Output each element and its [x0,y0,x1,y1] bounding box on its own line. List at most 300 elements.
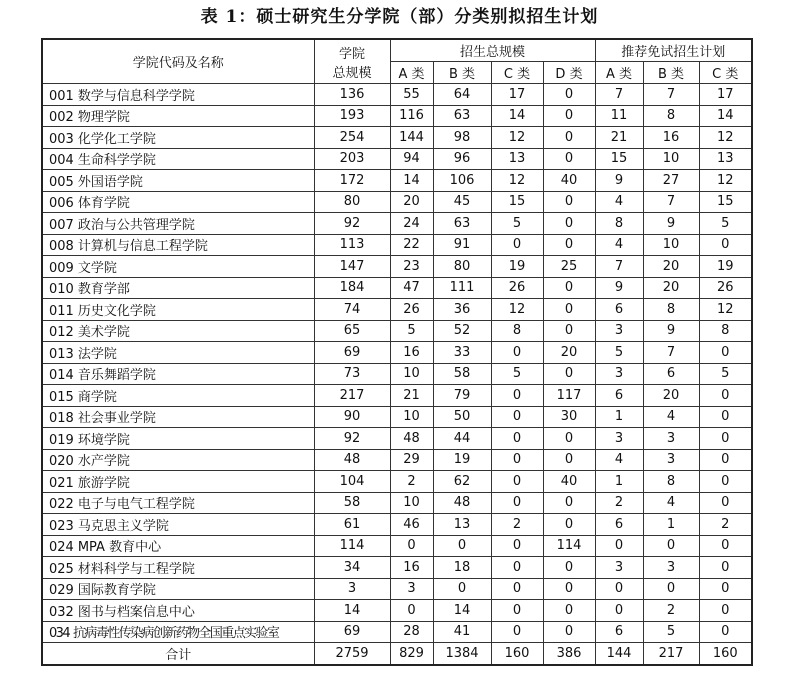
enroll-c-cell: 0 [491,535,543,557]
enroll-b-cell: 79 [433,385,491,407]
enroll-b-cell: 44 [433,428,491,450]
recommend-b-cell: 4 [643,406,699,428]
enroll-a-cell: 29 [390,449,433,471]
enroll-b-cell: 0 [433,535,491,557]
table-row [42,406,752,428]
total-cell: 14 [314,600,390,622]
enroll-b-cell: 63 [433,213,491,235]
recommend-a-cell: 4 [595,191,643,213]
recommend-b-cell: 3 [643,449,699,471]
enroll-c-cell: 0 [491,492,543,514]
college-name: 生命科学学院 [77,153,156,169]
enroll-c-cell: 0 [491,557,543,579]
recommend-a-cell: 6 [595,385,643,407]
college-name-cell [42,406,314,428]
enroll-d-cell: 0 [543,277,595,299]
header-recommend-c: C 类 [699,62,752,84]
total-cell: 48 [314,449,390,471]
enroll-b-cell: 13 [433,514,491,536]
enroll-c-cell: 0 [491,406,543,428]
enroll-a-cell: 10 [390,492,433,514]
college-name: 电子与电气工程学院 [77,497,195,513]
recommend-a-cell: 2 [595,492,643,514]
table-row [42,342,752,364]
enroll-b-cell: 52 [433,320,491,342]
table-row [42,449,752,471]
recommend-b-cell: 6 [643,363,699,385]
college-code: 021 [49,475,74,491]
recommend-b-cell: 20 [643,256,699,278]
college-name: 政治与公共管理学院 [77,217,195,233]
totals-enroll-d-cell: 386 [543,643,595,665]
recommend-b-cell: 10 [643,148,699,170]
recommend-c-cell: 14 [699,105,752,127]
enroll-d-cell: 0 [543,578,595,600]
college-code: 006 [49,196,74,212]
enroll-c-cell: 12 [491,170,543,192]
recommend-c-cell: 15 [699,191,752,213]
recommend-c-cell: 0 [699,234,752,256]
enroll-d-cell: 0 [543,234,595,256]
recommend-b-cell: 2 [643,600,699,622]
enroll-c-cell: 0 [491,449,543,471]
total-cell: 184 [314,277,390,299]
recommend-a-cell: 4 [595,234,643,256]
college-name: 材料科学与工程学院 [77,561,195,577]
college-name: 马克思主义学院 [77,518,169,534]
total-cell: 203 [314,148,390,170]
college-code: 034 [49,626,70,642]
enroll-a-cell: 48 [390,428,433,450]
enroll-d-cell: 0 [543,514,595,536]
enroll-c-cell: 0 [491,578,543,600]
recommend-c-cell: 0 [699,621,752,643]
enroll-c-cell: 2 [491,514,543,536]
table-row [42,600,752,622]
college-code: 009 [49,260,74,276]
recommend-c-cell: 0 [699,557,752,579]
header-total-line1: 学院 [338,46,365,62]
header-total-line2: 总规模 [332,65,372,81]
college-code: 011 [49,303,74,319]
table-row [42,471,752,493]
recommend-a-cell: 6 [595,621,643,643]
enroll-d-cell: 0 [543,600,595,622]
recommend-b-cell: 8 [643,471,699,493]
table-row [42,621,752,643]
enroll-a-cell: 94 [390,148,433,170]
header-enroll-d: D 类 [543,62,595,84]
college-code: 022 [49,497,74,513]
enroll-d-cell: 40 [543,471,595,493]
table-row [42,191,752,213]
recommend-c-cell: 2 [699,514,752,536]
college-name: 教育学部 [77,282,130,298]
enroll-b-cell: 63 [433,105,491,127]
table-row [42,105,752,127]
enroll-d-cell: 0 [543,299,595,321]
college-name-cell [42,557,314,579]
enroll-d-cell: 0 [543,84,595,106]
recommend-a-cell: 0 [595,535,643,557]
recommend-a-cell: 1 [595,406,643,428]
enroll-a-cell: 10 [390,363,433,385]
recommend-a-cell: 7 [595,256,643,278]
enroll-a-cell: 0 [390,535,433,557]
table-row [42,385,752,407]
enroll-a-cell: 21 [390,385,433,407]
enroll-c-cell: 5 [491,213,543,235]
recommend-c-cell: 5 [699,363,752,385]
header-enroll-a: A 类 [390,62,433,84]
table-row [42,84,752,106]
recommend-a-cell: 7 [595,84,643,106]
recommend-a-cell: 3 [595,363,643,385]
enroll-a-cell: 47 [390,277,433,299]
recommend-a-cell: 3 [595,557,643,579]
recommend-b-cell: 8 [643,105,699,127]
college-code: 013 [49,346,74,362]
enroll-b-cell: 111 [433,277,491,299]
recommend-b-cell: 7 [643,191,699,213]
total-cell: 136 [314,84,390,106]
college-name: 物理学院 [77,110,130,126]
college-name-cell [42,535,314,557]
college-code: 025 [49,561,74,577]
college-name-cell [42,277,314,299]
recommend-a-cell: 3 [595,428,643,450]
college-code: 029 [49,583,74,599]
total-cell: 172 [314,170,390,192]
college-name-cell [42,320,314,342]
enroll-c-cell: 0 [491,471,543,493]
enroll-d-cell: 117 [543,385,595,407]
enroll-b-cell: 36 [433,299,491,321]
college-name: 商学院 [77,389,117,405]
table-row [42,492,752,514]
college-code: 015 [49,389,74,405]
enroll-a-cell: 5 [390,320,433,342]
enroll-d-cell: 0 [543,148,595,170]
enroll-b-cell: 45 [433,191,491,213]
recommend-a-cell: 0 [595,600,643,622]
enroll-d-cell: 0 [543,492,595,514]
recommend-a-cell: 5 [595,342,643,364]
enroll-c-cell: 8 [491,320,543,342]
enroll-b-cell: 50 [433,406,491,428]
enroll-c-cell: 14 [491,105,543,127]
recommend-b-cell: 0 [643,578,699,600]
enroll-b-cell: 18 [433,557,491,579]
college-name-cell [42,342,314,364]
college-name: MPA 教育中心 [77,540,162,556]
table-row [42,170,752,192]
college-name: 国际教育学院 [77,583,156,599]
college-name-cell [42,385,314,407]
college-name-cell [42,84,314,106]
enroll-c-cell: 0 [491,342,543,364]
enrollment-plan-table [41,38,753,666]
college-code: 001 [49,88,74,104]
enroll-a-cell: 16 [390,342,433,364]
enroll-a-cell: 26 [390,299,433,321]
college-code: 005 [49,174,74,190]
enroll-b-cell: 58 [433,363,491,385]
recommend-b-cell: 1 [643,514,699,536]
enroll-c-cell: 19 [491,256,543,278]
recommend-a-cell: 15 [595,148,643,170]
totals-enroll-c-cell: 160 [491,643,543,665]
table-row [42,514,752,536]
recommend-a-cell: 6 [595,514,643,536]
header-college: 学院代码及名称 [42,39,314,84]
recommend-b-cell: 5 [643,621,699,643]
table-row [42,428,752,450]
totals-recommend-c-cell: 160 [699,643,752,665]
recommend-c-cell: 0 [699,535,752,557]
college-name-cell [42,514,314,536]
total-cell: 90 [314,406,390,428]
enroll-b-cell: 19 [433,449,491,471]
recommend-c-cell: 13 [699,148,752,170]
total-cell: 114 [314,535,390,557]
total-cell: 73 [314,363,390,385]
table-row [42,277,752,299]
enroll-c-cell: 0 [491,234,543,256]
college-code: 020 [49,454,74,470]
college-code: 008 [49,239,74,255]
enroll-a-cell: 14 [390,170,433,192]
recommend-b-cell: 0 [643,535,699,557]
recommend-c-cell: 12 [699,299,752,321]
totals-enroll-b-cell: 1384 [433,643,491,665]
enroll-d-cell: 0 [543,621,595,643]
enroll-c-cell: 0 [491,600,543,622]
college-name: 计算机与信息工程学院 [77,239,208,255]
enroll-a-cell: 24 [390,213,433,235]
college-name-cell [42,471,314,493]
recommend-c-cell: 5 [699,213,752,235]
enroll-b-cell: 33 [433,342,491,364]
college-name: 抗病毒性传染病创新药物全国重点实验室 [73,626,279,642]
college-name-cell [42,148,314,170]
enroll-c-cell: 0 [491,428,543,450]
college-name-cell [42,170,314,192]
recommend-c-cell: 8 [699,320,752,342]
enroll-d-cell: 0 [543,127,595,149]
college-name-cell [42,428,314,450]
college-name-cell [42,363,314,385]
table-row [42,320,752,342]
recommend-a-cell: 21 [595,127,643,149]
recommend-c-cell: 0 [699,342,752,364]
enroll-c-cell: 0 [491,621,543,643]
recommend-c-cell: 19 [699,256,752,278]
enroll-d-cell: 0 [543,363,595,385]
table-row [42,299,752,321]
total-cell: 65 [314,320,390,342]
recommend-c-cell: 0 [699,471,752,493]
college-name-cell [42,578,314,600]
enroll-b-cell: 91 [433,234,491,256]
enroll-d-cell: 0 [543,191,595,213]
college-name: 外国语学院 [77,174,143,190]
total-cell: 254 [314,127,390,149]
recommend-a-cell: 9 [595,277,643,299]
header-enroll-group: 招生总规模 [390,39,595,62]
recommend-b-cell: 20 [643,277,699,299]
header-recommend-a: A 类 [595,62,643,84]
enroll-d-cell: 0 [543,213,595,235]
college-code: 004 [49,153,74,169]
enroll-d-cell: 25 [543,256,595,278]
enroll-d-cell: 0 [543,105,595,127]
enroll-b-cell: 98 [433,127,491,149]
recommend-b-cell: 7 [643,342,699,364]
college-name: 化学化工学院 [77,131,156,147]
table-row [42,256,752,278]
enroll-b-cell: 0 [433,578,491,600]
recommend-b-cell: 8 [643,299,699,321]
college-code: 007 [49,217,74,233]
college-name-cell [42,621,314,643]
total-cell: 104 [314,471,390,493]
enroll-d-cell: 0 [543,557,595,579]
recommend-c-cell: 0 [699,385,752,407]
college-name-cell [42,127,314,149]
recommend-b-cell: 27 [643,170,699,192]
total-cell: 69 [314,342,390,364]
college-code: 002 [49,110,74,126]
recommend-b-cell: 7 [643,84,699,106]
enroll-c-cell: 17 [491,84,543,106]
enroll-c-cell: 13 [491,148,543,170]
total-cell: 58 [314,492,390,514]
totals-row [42,643,752,665]
table-row [42,535,752,557]
enroll-a-cell: 10 [390,406,433,428]
college-name-cell [42,213,314,235]
enroll-a-cell: 3 [390,578,433,600]
recommend-a-cell: 11 [595,105,643,127]
college-code: 023 [49,518,74,534]
college-name: 旅游学院 [77,475,130,491]
recommend-a-cell: 6 [595,299,643,321]
total-cell: 3 [314,578,390,600]
recommend-b-cell: 20 [643,385,699,407]
recommend-a-cell: 3 [595,320,643,342]
enroll-a-cell: 28 [390,621,433,643]
totals-recommend-a-cell: 144 [595,643,643,665]
enroll-b-cell: 62 [433,471,491,493]
recommend-b-cell: 9 [643,213,699,235]
header-total [314,39,390,84]
college-name-cell [42,256,314,278]
recommend-c-cell: 0 [699,600,752,622]
college-name: 环境学院 [77,432,130,448]
enroll-a-cell: 2 [390,471,433,493]
college-code: 012 [49,325,74,341]
total-cell: 69 [314,621,390,643]
college-name: 体育学院 [77,196,130,212]
total-cell: 113 [314,234,390,256]
enroll-b-cell: 80 [433,256,491,278]
enroll-a-cell: 16 [390,557,433,579]
college-code: 003 [49,131,74,147]
header-recommend-b: B 类 [643,62,699,84]
college-name-cell [42,449,314,471]
enroll-b-cell: 41 [433,621,491,643]
total-cell: 92 [314,213,390,235]
college-code: 019 [49,432,74,448]
recommend-c-cell: 17 [699,84,752,106]
recommend-b-cell: 10 [643,234,699,256]
table-row [42,127,752,149]
enroll-a-cell: 0 [390,600,433,622]
enroll-c-cell: 12 [491,127,543,149]
recommend-b-cell: 3 [643,557,699,579]
enroll-d-cell: 40 [543,170,595,192]
college-name: 图书与档案信息中心 [77,604,195,620]
enroll-d-cell: 30 [543,406,595,428]
college-name: 社会事业学院 [77,411,156,427]
enroll-a-cell: 23 [390,256,433,278]
enroll-b-cell: 14 [433,600,491,622]
recommend-b-cell: 16 [643,127,699,149]
recommend-c-cell: 12 [699,127,752,149]
college-name: 美术学院 [77,325,130,341]
college-name: 音乐舞蹈学院 [77,368,156,384]
recommend-c-cell: 26 [699,277,752,299]
table-row [42,557,752,579]
totals-enroll-a-cell: 829 [390,643,433,665]
total-cell: 193 [314,105,390,127]
recommend-b-cell: 4 [643,492,699,514]
table-row [42,213,752,235]
enroll-c-cell: 26 [491,277,543,299]
recommend-a-cell: 8 [595,213,643,235]
college-name-cell [42,105,314,127]
recommend-c-cell: 12 [699,170,752,192]
enroll-a-cell: 20 [390,191,433,213]
college-name: 文学院 [77,260,117,276]
recommend-a-cell: 4 [595,449,643,471]
enroll-b-cell: 106 [433,170,491,192]
table-row [42,363,752,385]
college-code: 032 [49,604,74,620]
recommend-c-cell: 0 [699,449,752,471]
recommend-c-cell: 0 [699,578,752,600]
college-code: 024 [49,540,74,556]
college-name: 历史文化学院 [77,303,156,319]
enroll-b-cell: 96 [433,148,491,170]
enroll-c-cell: 15 [491,191,543,213]
header-enroll-c: C 类 [491,62,543,84]
recommend-b-cell: 9 [643,320,699,342]
recommend-a-cell: 0 [595,578,643,600]
enroll-b-cell: 64 [433,84,491,106]
table-row [42,234,752,256]
enroll-d-cell: 0 [543,320,595,342]
enroll-d-cell: 114 [543,535,595,557]
enroll-d-cell: 0 [543,428,595,450]
enroll-a-cell: 55 [390,84,433,106]
college-name-cell [42,191,314,213]
enroll-a-cell: 46 [390,514,433,536]
enroll-c-cell: 5 [491,363,543,385]
enroll-d-cell: 20 [543,342,595,364]
total-cell: 217 [314,385,390,407]
